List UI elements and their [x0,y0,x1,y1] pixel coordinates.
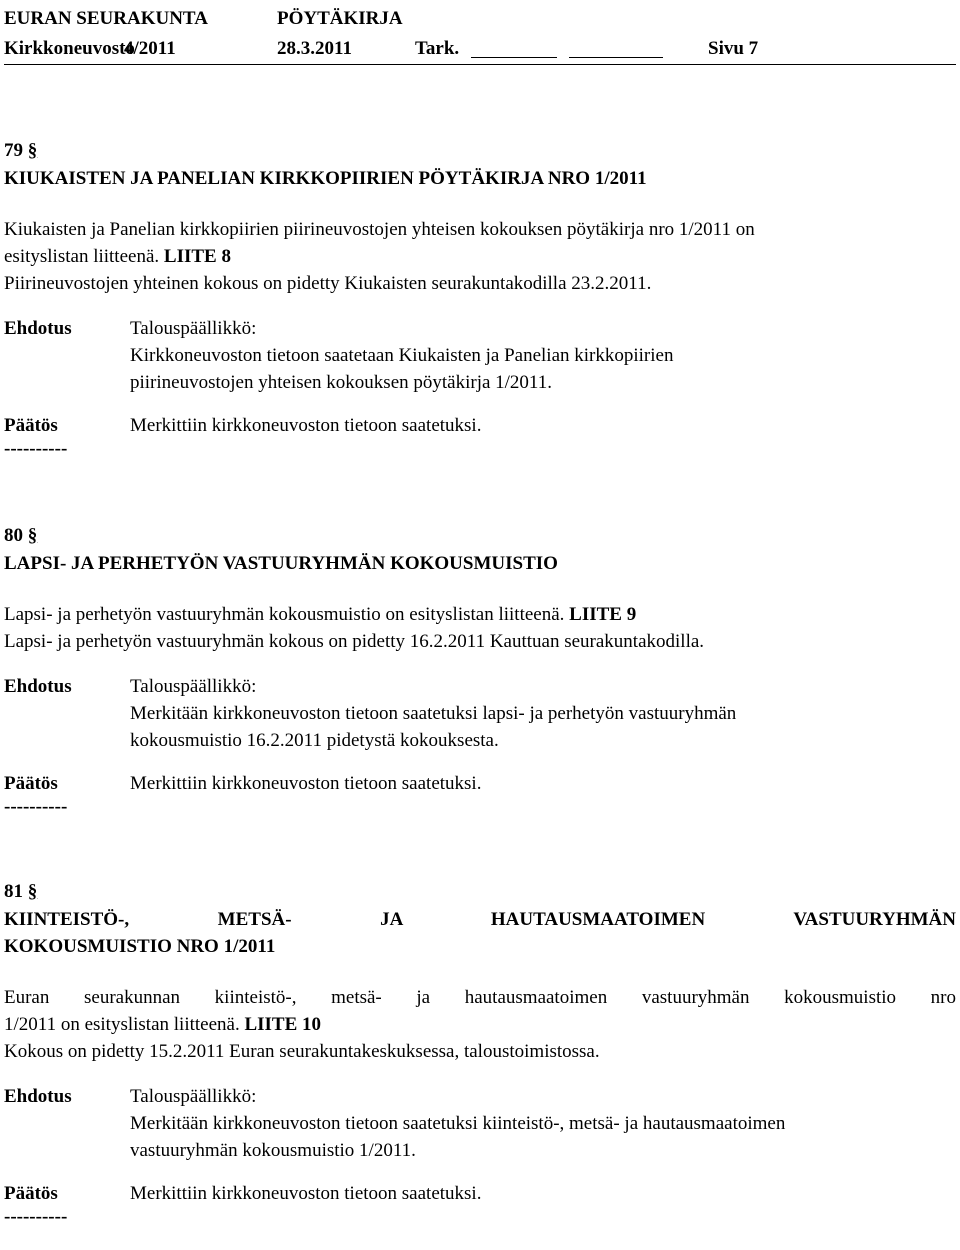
body-line: 1/2011 on esityslistan liitteenä. LIITE 10 [4,1014,322,1035]
tark-blank-line [569,39,663,58]
proposal-line: vastuuryhmän kokousmuistio 1/2011. [130,1140,416,1161]
decision-text: Merkittiin kirkkoneuvoston tietoon saatetuksi. [130,415,482,436]
body-line: Kokous on pidetty 15.2.2011 Euran seurakuntakeskuksessa, taloustoimistossa. [4,1041,600,1062]
proposal-line: Merkitään kirkkoneuvoston tietoon saatetuksi lapsi- ja perhetyön vastuuryhmän [130,703,737,724]
section-body [4,601,956,655]
meeting-body: Kirkkoneuvosto [4,37,135,59]
proposer: Talouspäällikkö: [130,1086,257,1107]
section-title: KIUKAISTEN JA PANELIAN KIRKKOPIIRIEN PÖYTÄKIRJA NRO 1/2011 [4,168,647,189]
page-number: Sivu 7 [708,37,759,59]
decision-label: Päätös [4,1183,58,1204]
body-line: Kiukaisten ja Panelian kirkkopiirien piirineuvostojen yhteisen kokouksen pöytäkirja nro 1/2011 on [4,219,755,240]
section-number: 80 § [4,525,38,546]
proposal [4,1083,956,1164]
decision-text: Merkittiin kirkkoneuvoston tietoon saatetuksi. [130,1183,482,1204]
attachment-ref: LIITE 9 [569,604,637,625]
section-body [4,216,956,297]
meeting-info-row [4,33,956,63]
section-title: KOKOUSMUISTIO NRO 1/2011 [4,936,276,957]
section-81 [4,878,956,1230]
section-number: 81 § [4,881,38,902]
proposal [4,673,956,754]
body-line: esityslistan liitteenä. LIITE 8 [4,246,231,267]
decision-text: Merkittiin kirkkoneuvoston tietoon saatetuksi. [130,773,482,794]
proposal-line: piirineuvostojen yhteisen kokouksen pöytäkirja 1/2011. [130,372,552,393]
separator: ---------- [4,796,68,817]
section-title: LAPSI- JA PERHETYÖN VASTUURYHMÄN KOKOUSMUISTIO [4,553,558,574]
document-header [4,0,956,33]
section-79 [4,137,956,462]
section-number: 79 § [4,140,38,161]
proposal-line: Merkitään kirkkoneuvoston tietoon saatetuksi kiinteistö-, metsä- ja hautausmaatoimen [130,1113,786,1134]
proposal [4,315,956,396]
document-page [4,0,956,1227]
tark-label: Tark. [415,37,460,59]
meeting-date: 28.3.2011 [277,37,352,59]
body-line: Lapsi- ja perhetyön vastuuryhmän kokousmuistio on esityslistan liitteenä. LIITE 9 [4,604,637,625]
proposal-label: Ehdotus [4,676,72,697]
meeting-number: 4/2011 [124,37,176,59]
section-80 [4,522,956,820]
section-title: KIINTEISTÖ-, METSÄ- JA HAUTAUSMAATOIMEN VASTUURYHMÄN [4,909,956,930]
tark-blank-line [471,39,557,58]
separator: ---------- [4,1206,68,1227]
body-line: Euran seurakunnan kiinteistö-, metsä- ja hautausmaatoimen vastuuryhmän kokousmuistio nro [4,987,956,1008]
proposal-label: Ehdotus [4,1086,72,1107]
proposer: Talouspäällikkö: [130,676,257,697]
header-rule [4,64,956,65]
proposal-label: Ehdotus [4,318,72,339]
section-body [4,984,956,1065]
proposal-line: Kirkkoneuvoston tietoon saatetaan Kiukaisten ja Panelian kirkkopiirien [130,345,674,366]
proposer: Talouspäällikkö: [130,318,257,339]
attachment-ref: LIITE 10 [244,1014,322,1035]
proposal-line: kokousmuistio 16.2.2011 pidetystä kokouksesta. [130,730,499,751]
doc-type: PÖYTÄKIRJA [277,7,403,29]
attachment-ref: LIITE 8 [163,246,231,267]
org-name: EURAN SEURAKUNTA [4,7,208,29]
decision-label: Päätös [4,773,58,794]
body-line: Lapsi- ja perhetyön vastuuryhmän kokous on pidetty 16.2.2011 Kauttuan seurakuntakodilla. [4,631,705,652]
decision-label: Päätös [4,415,58,436]
separator: ---------- [4,438,68,459]
body-line: Piirineuvostojen yhteinen kokous on pidetty Kiukaisten seurakuntakodilla 23.2.2011. [4,273,652,294]
